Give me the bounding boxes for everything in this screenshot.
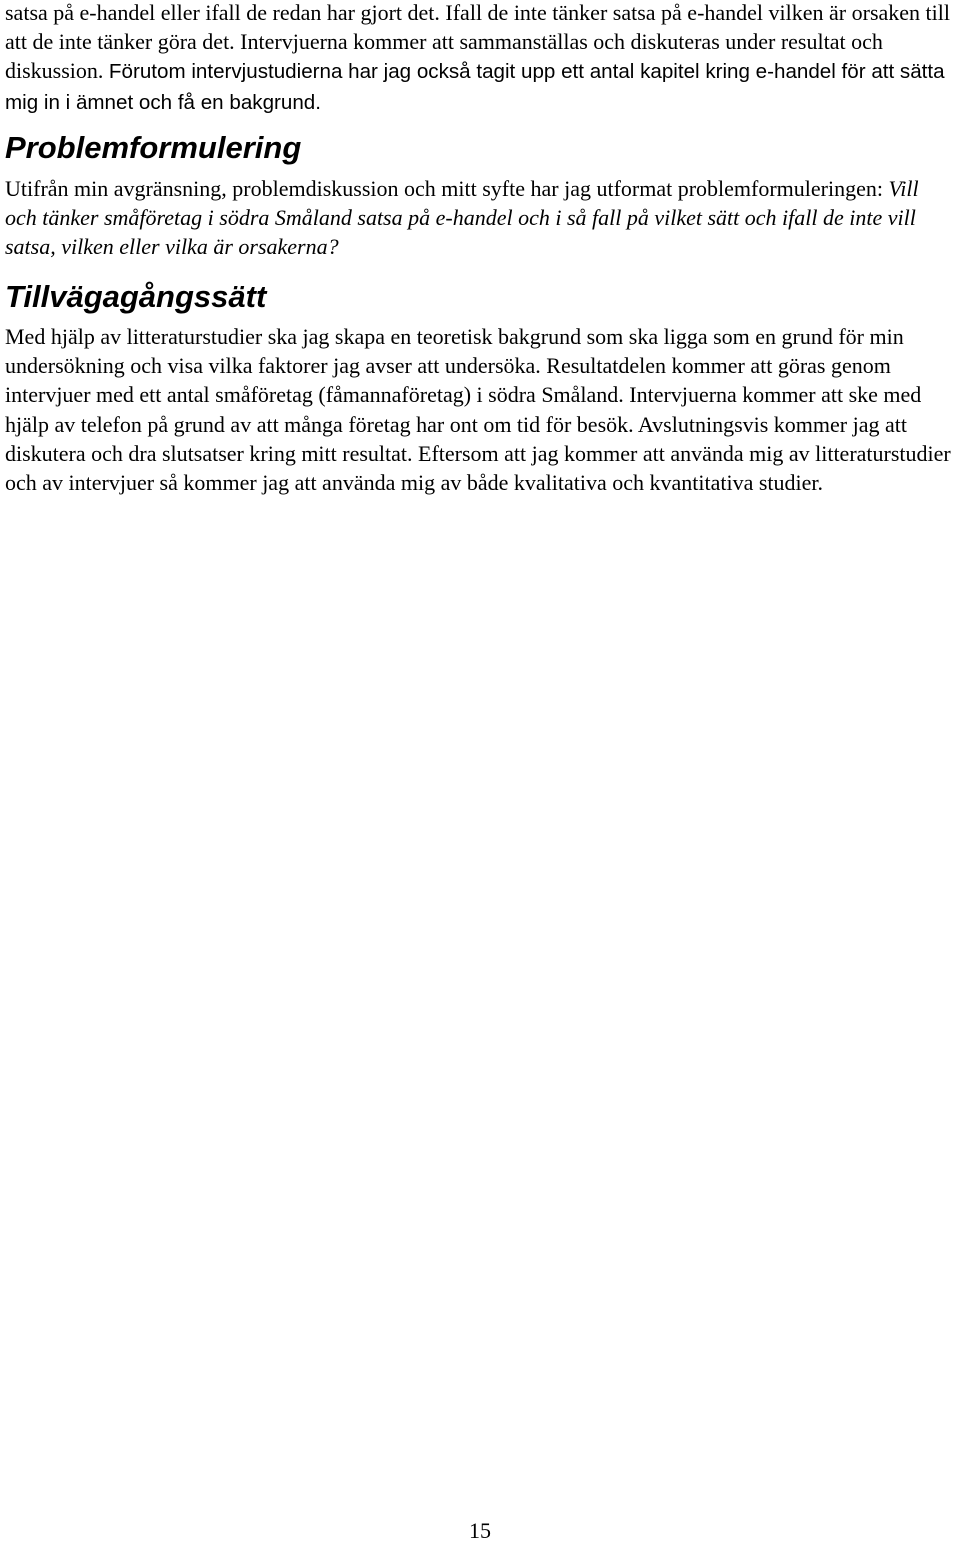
- page-number: 15: [469, 1518, 491, 1543]
- intro-paragraph: [5, 0, 955, 117]
- problemformulering-text: Utifrån min avgränsning, problemdiskussion och mitt syfte har jag utformat problemformuleringen:: [5, 176, 883, 201]
- intro-lead-text: satsa på e-handel eller ifall de redan har gjort det. Ifall de inte tänker satsa på e-handel vilken är orsaken till att de inte tänker göra det. Intervjuerna kommer att sammanställas och diskuteras under resultat och diskussion.: [5, 0, 950, 84]
- tillvagagangssatt-paragraph: Med hjälp av litteraturstudier ska jag skapa en teoretisk bakgrund som ska ligga som en grund för min undersökning och visa vilka faktorer jag avser att undersöka. Resultatdelen kommer att göras genom intervjuer med ett antal småföretag (fåmannaföretag) i södra Småland. Intervjuerna kommer att ske med hjälp av telefon på grund av att många företag har ont om tid för besök. Avslutningsvis kommer jag att diskutera och dra slutsatser kring mitt resultat. Eftersom att jag kommer att använda mig av litteraturstudier och av intervjuer så kommer jag att använda mig av både kvalitativa och kvantitativa studier.: [5, 324, 951, 496]
- intro-tail-text: Förutom intervjustudierna har jag också tagit upp ett antal kapitel kring e-handel för att sätta mig in i ämnet och få en bakgrund.: [5, 60, 945, 114]
- problemformulering-heading: Problemformulering: [5, 130, 302, 165]
- tillvagagangssatt-heading: Tillvägagångssätt: [5, 279, 267, 314]
- problemformulering-paragraph: [5, 174, 955, 262]
- problemformulering-question: Vill och tänker småföretag i södra Småland satsa på e-handel och i så fall på vilket sätt och ifall de inte vill satsa, vilken eller vilka är orsakerna?: [5, 176, 919, 260]
